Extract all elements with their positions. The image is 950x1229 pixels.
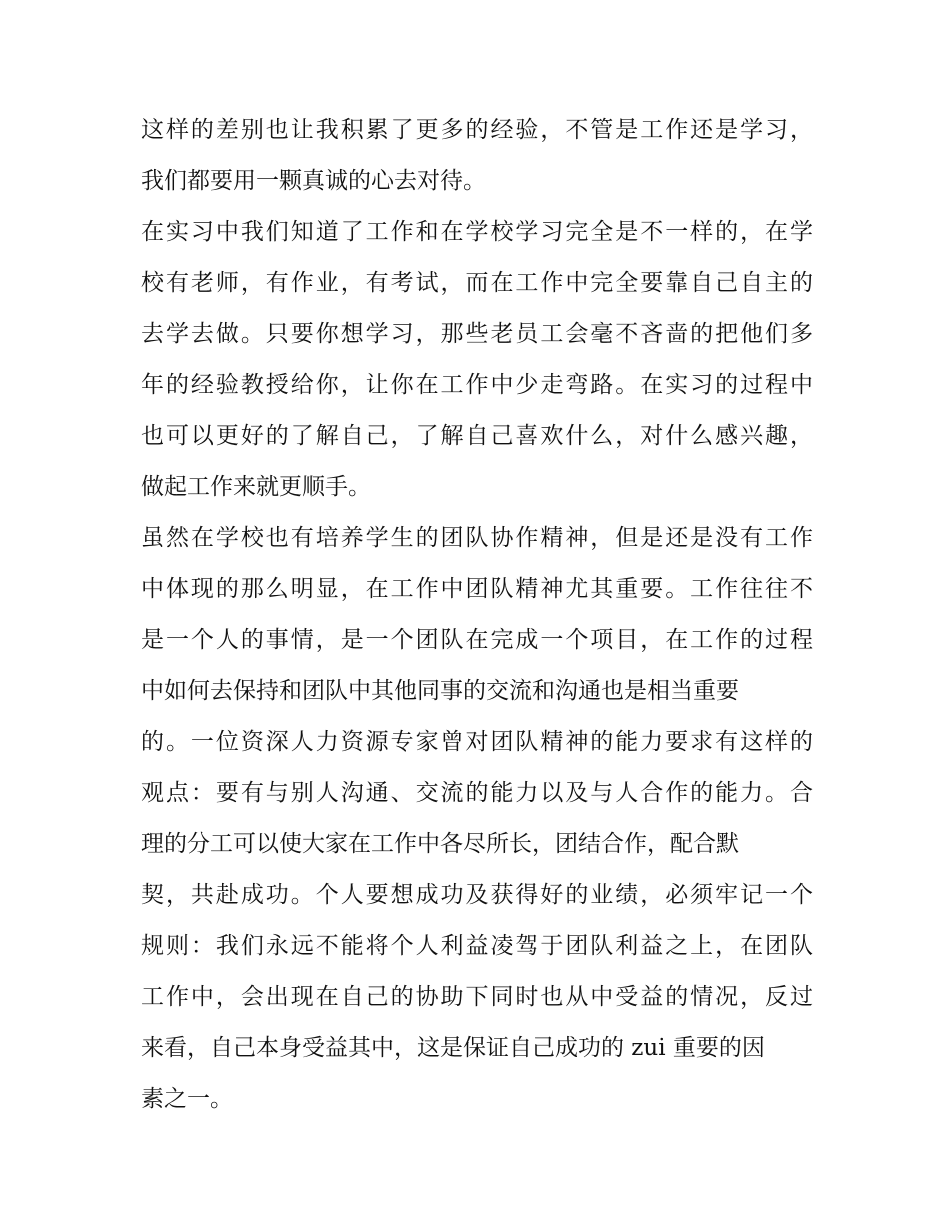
text-line: 契，共赴成功。个人要想成功及获得好的业绩，必须牢记一个 xyxy=(141,882,813,908)
text-line: 在实习中我们知道了工作和在学校学习完全是不一样的，在学 xyxy=(141,219,813,245)
document-body xyxy=(141,105,813,1125)
text-line: 去学去做。只要你想学习，那些老员工会毫不吝啬的把他们多 xyxy=(141,321,813,347)
paragraph-1 xyxy=(141,105,813,207)
text-line: 工作中，会出现在自己的协助下同时也从中受益的情况，反过 xyxy=(141,984,813,1010)
text-line: 中体现的那么明显，在工作中团队精神尤其重要。工作往往不 xyxy=(141,576,813,602)
text-line: 这样的差别也让我积累了更多的经验，不管是工作还是学习， xyxy=(141,117,813,143)
text-line: 也可以更好的了解自己，了解自己喜欢什么，对什么感兴趣， xyxy=(141,423,813,449)
text-line: 我们都要用一颗真诚的心去对待。 xyxy=(141,168,486,194)
text-line: 理的分工可以使大家在工作中各尽所长，团结合作，配合默 xyxy=(141,831,739,857)
paragraph-3 xyxy=(141,513,813,1125)
text-line: 虽然在学校也有培养学生的团队协作精神，但是还是没有工作 xyxy=(141,525,813,551)
text-line: 校有老师，有作业，有考试，而在工作中完全要靠自己自主的 xyxy=(141,270,813,296)
paragraph-2 xyxy=(141,207,813,513)
text-line: 来看，自己本身受益其中，这是保证自己成功的 zui 重要的因 xyxy=(141,1035,765,1061)
text-line: 规则：我们永远不能将个人利益凌驾于团队利益之上，在团队 xyxy=(141,933,813,959)
text-line: 年的经验教授给你，让你在工作中少走弯路。在实习的过程中 xyxy=(141,372,813,398)
text-line: 中如何去保持和团队中其他同事的交流和沟通也是相当重要 xyxy=(141,678,739,704)
text-line: 做起工作来就更顺手。 xyxy=(141,474,371,500)
text-line: 的。一位资深人力资源专家曾对团队精神的能力要求有这样的 xyxy=(141,729,813,755)
text-line: 是一个人的事情，是一个团队在完成一个项目，在工作的过程 xyxy=(141,627,813,653)
text-line: 素之一。 xyxy=(141,1086,233,1112)
text-line: 观点：要有与别人沟通、交流的能力以及与人合作的能力。合 xyxy=(141,780,813,806)
